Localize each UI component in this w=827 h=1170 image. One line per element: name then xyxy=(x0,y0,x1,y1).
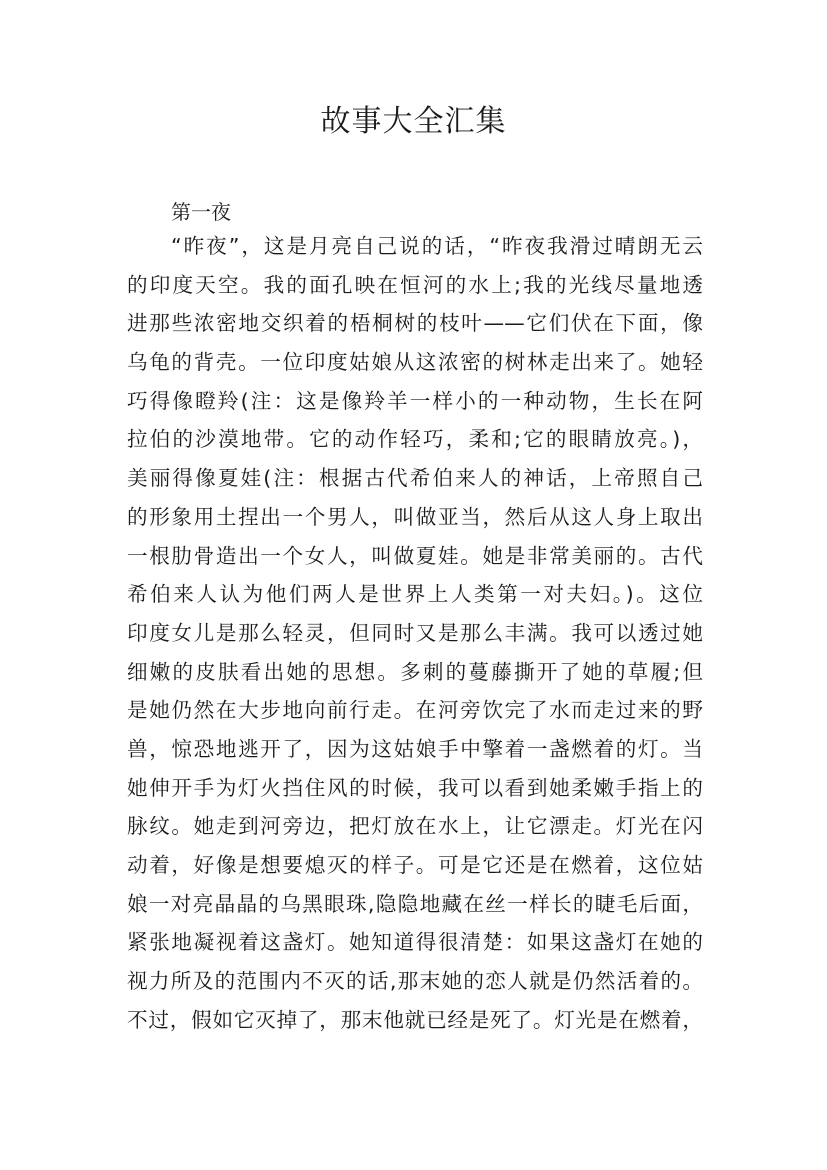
text-line: 脉纹。她走到河旁边，把灯放在水上，让它漂走。灯光在闪 xyxy=(127,814,703,839)
text-line: 娘一对亮晶晶的乌黑眼珠,隐隐地藏在丝一样长的睫毛后面， xyxy=(127,891,703,916)
text-line: 视力所及的范围内不灭的话,那末她的恋人就是仍然活着的。 xyxy=(127,969,703,994)
text-line: 动着，好像是想要熄灭的样子。可是它还是在燃着，这位姑 xyxy=(127,853,703,877)
text-line: 的印度天空。我的面孔映在恒河的水上;我的光线尽量地透 xyxy=(127,272,703,297)
text-line: 紧张地凝视着这盏灯。她知道得很清楚：如果这盏灯在她的 xyxy=(127,930,703,955)
text-line: 巧得像瞪羚(注：这是像羚羊一样小的一种动物，生长在阿 xyxy=(127,388,703,413)
section-heading: 第一夜 xyxy=(171,200,231,224)
text-line: 是她仍然在大步地向前行走。在河旁饮完了水而走过来的野 xyxy=(127,698,703,723)
text-line: 的形象用土捏出一个男人，叫做亚当，然后从这人身上取出 xyxy=(127,504,703,529)
text-line: 一根肋骨造出一个女人，叫做夏娃。她是非常美丽的。古代 xyxy=(127,543,703,568)
document-title: 故事大全汇集 xyxy=(320,104,507,139)
text-line: “昨夜”，这是月亮自己说的话，“昨夜我滑过晴朗无云 xyxy=(171,234,703,258)
text-line: 她伸开手为灯火挡住风的时候，我可以看到她柔嫩手指上的 xyxy=(127,775,703,800)
story-body xyxy=(127,227,703,1039)
text-line: 兽，惊恐地逃开了，因为这姑娘手中擎着一盏燃着的灯。当 xyxy=(127,736,703,761)
text-line: 进那些浓密地交织着的梧桐树的枝叶——它们伏在下面，像 xyxy=(127,311,703,336)
text-line: 印度女儿是那么轻灵，但同时又是那么丰满。我可以透过她 xyxy=(127,620,703,645)
text-line: 不过，假如它灭掉了，那末他就已经是死了。灯光是在燃着， xyxy=(127,1007,703,1032)
text-line: 希伯来人认为他们两人是世界上人类第一对夫妇。)。这位 xyxy=(127,582,703,607)
text-line: 美丽得像夏娃(注：根据古代希伯来人的神话，上帝照自己 xyxy=(127,466,703,491)
text-line: 细嫩的皮肤看出她的思想。多刺的蔓藤撕开了她的草履;但 xyxy=(127,659,703,684)
text-line: 拉伯的沙漠地带。它的动作轻巧，柔和;它的眼睛放亮。)， xyxy=(127,427,703,452)
text-line: 乌龟的背壳。一位印度姑娘从这浓密的树林走出来了。她轻 xyxy=(127,350,703,375)
